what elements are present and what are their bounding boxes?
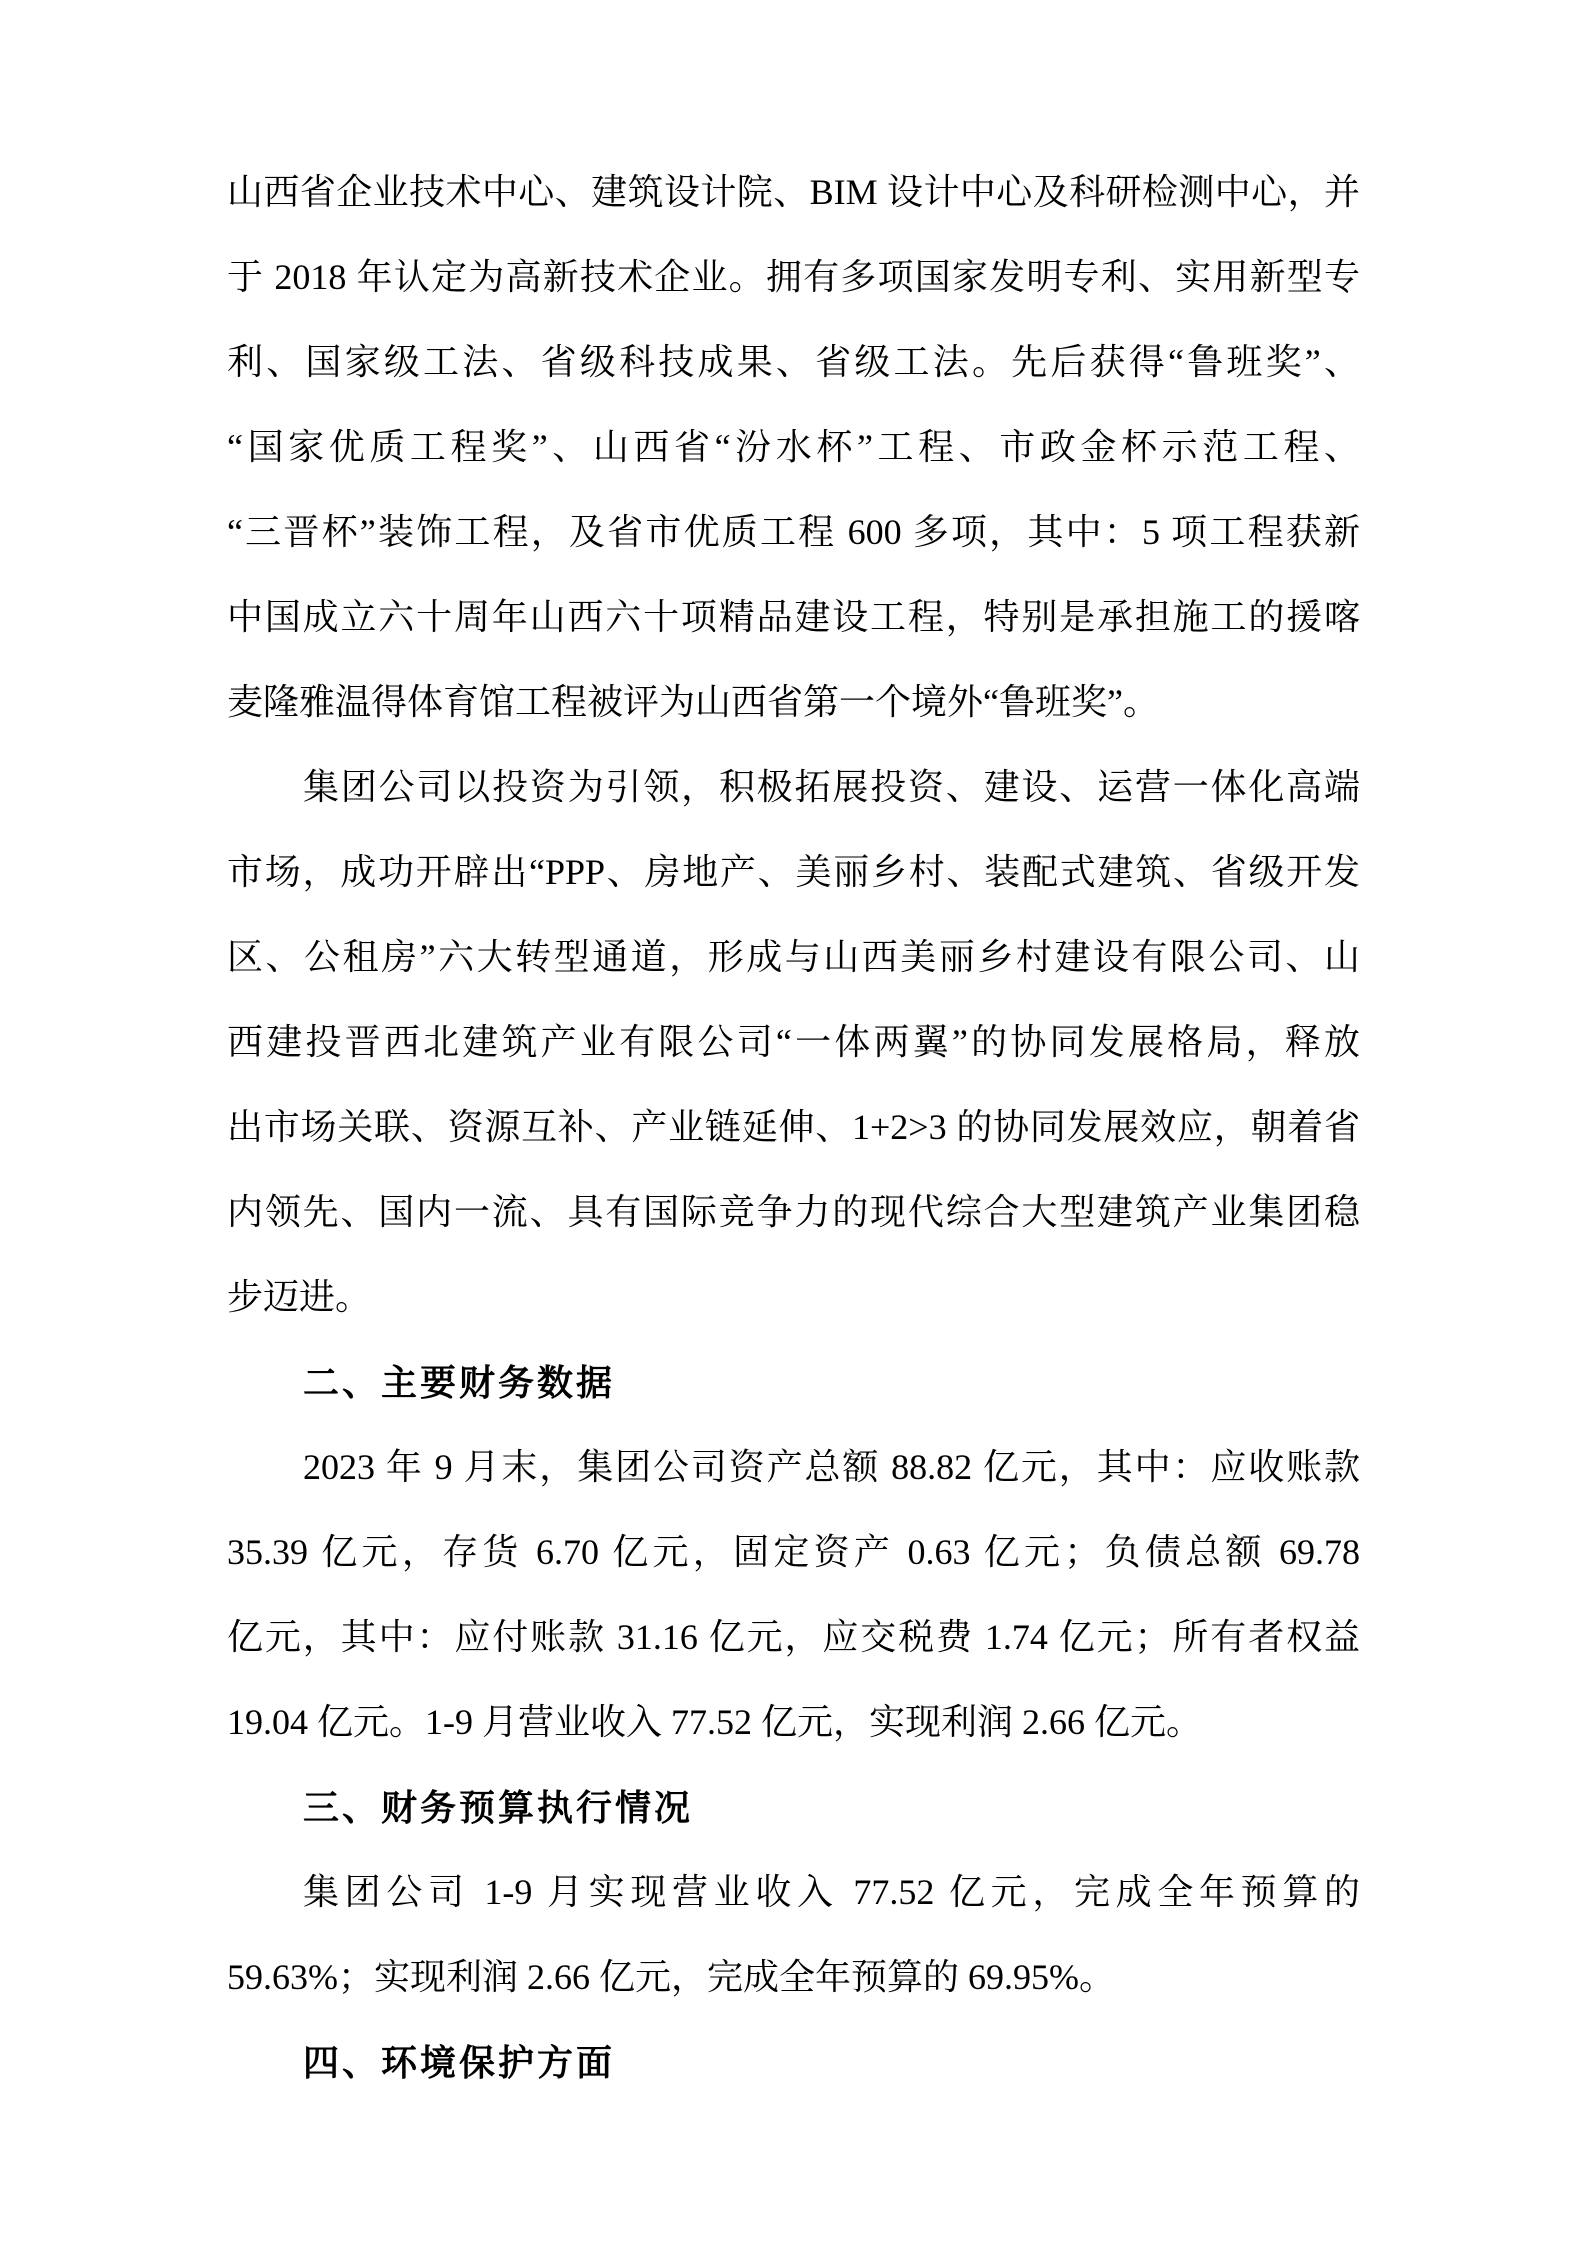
section-heading: [227, 1340, 1360, 1425]
paragraph: [227, 1850, 1360, 2020]
text-line: 西建投晋西北建筑产业有限公司“一体两翼”的协同发展格局，释放: [227, 1022, 1360, 1062]
text-line: 出市场关联、资源互补、产业链延伸、1+2>3 的协同发展效应，朝着省: [227, 1107, 1360, 1147]
heading-line: 三、财务预算执行情况: [303, 1787, 694, 1828]
section-heading: [227, 1765, 1360, 1850]
section-heading: [227, 2020, 1360, 2105]
text-line: 内领先、国内一流、具有国际竞争力的现代综合大型建筑产业集团稳: [227, 1192, 1360, 1232]
text-line: 山西省企业技术中心、建筑设计院、BIM 设计中心及科研检测中心，并: [227, 172, 1360, 212]
text-line: 步迈进。: [227, 1277, 372, 1317]
document-body: [227, 150, 1360, 2105]
text-line: 2023 年 9 月末，集团公司资产总额 88.82 亿元，其中：应收账款: [303, 1447, 1360, 1487]
heading-line: 二、主要财务数据: [303, 1362, 616, 1403]
heading-line: 四、环境保护方面: [303, 2042, 616, 2083]
text-line: “三晋杯”装饰工程，及省市优质工程 600 多项，其中：5 项工程获新: [227, 512, 1360, 552]
text-line: 麦隆雅温得体育馆工程被评为山西省第一个境外“鲁班奖”。: [227, 682, 1159, 722]
paragraph: [227, 1425, 1360, 1765]
text-line: 利、国家级工法、省级科技成果、省级工法。先后获得“鲁班奖”、: [227, 342, 1360, 382]
paragraph: [227, 745, 1360, 1340]
text-line: 集团公司以投资为引领，积极拓展投资、建设、运营一体化高端: [303, 767, 1360, 807]
text-line: 59.63%；实现利润 2.66 亿元，完成全年预算的 69.95%。: [227, 1957, 1115, 1997]
text-line: 19.04 亿元。1-9 月营业收入 77.52 亿元，实现利润 2.66 亿元。: [227, 1702, 1202, 1742]
paragraph: [227, 150, 1360, 745]
text-line: 35.39 亿元，存货 6.70 亿元，固定资产 0.63 亿元；负债总额 69.78: [227, 1532, 1360, 1572]
text-line: 市场，成功开辟出“PPP、房地产、美丽乡村、装配式建筑、省级开发: [227, 852, 1360, 892]
text-line: 亿元，其中：应付账款 31.16 亿元，应交税费 1.74 亿元；所有者权益: [227, 1617, 1360, 1657]
text-line: 区、公租房”六大转型通道，形成与山西美丽乡村建设有限公司、山: [227, 937, 1360, 977]
text-line: “国家优质工程奖”、山西省“汾水杯”工程、市政金杯示范工程、: [227, 427, 1360, 467]
text-line: 中国成立六十周年山西六十项精品建设工程，特别是承担施工的援喀: [227, 597, 1360, 637]
text-line: 集团公司 1-9 月实现营业收入 77.52 亿元，完成全年预算的: [303, 1872, 1360, 1912]
text-line: 于 2018 年认定为高新技术企业。拥有多项国家发明专利、实用新型专: [227, 257, 1360, 297]
